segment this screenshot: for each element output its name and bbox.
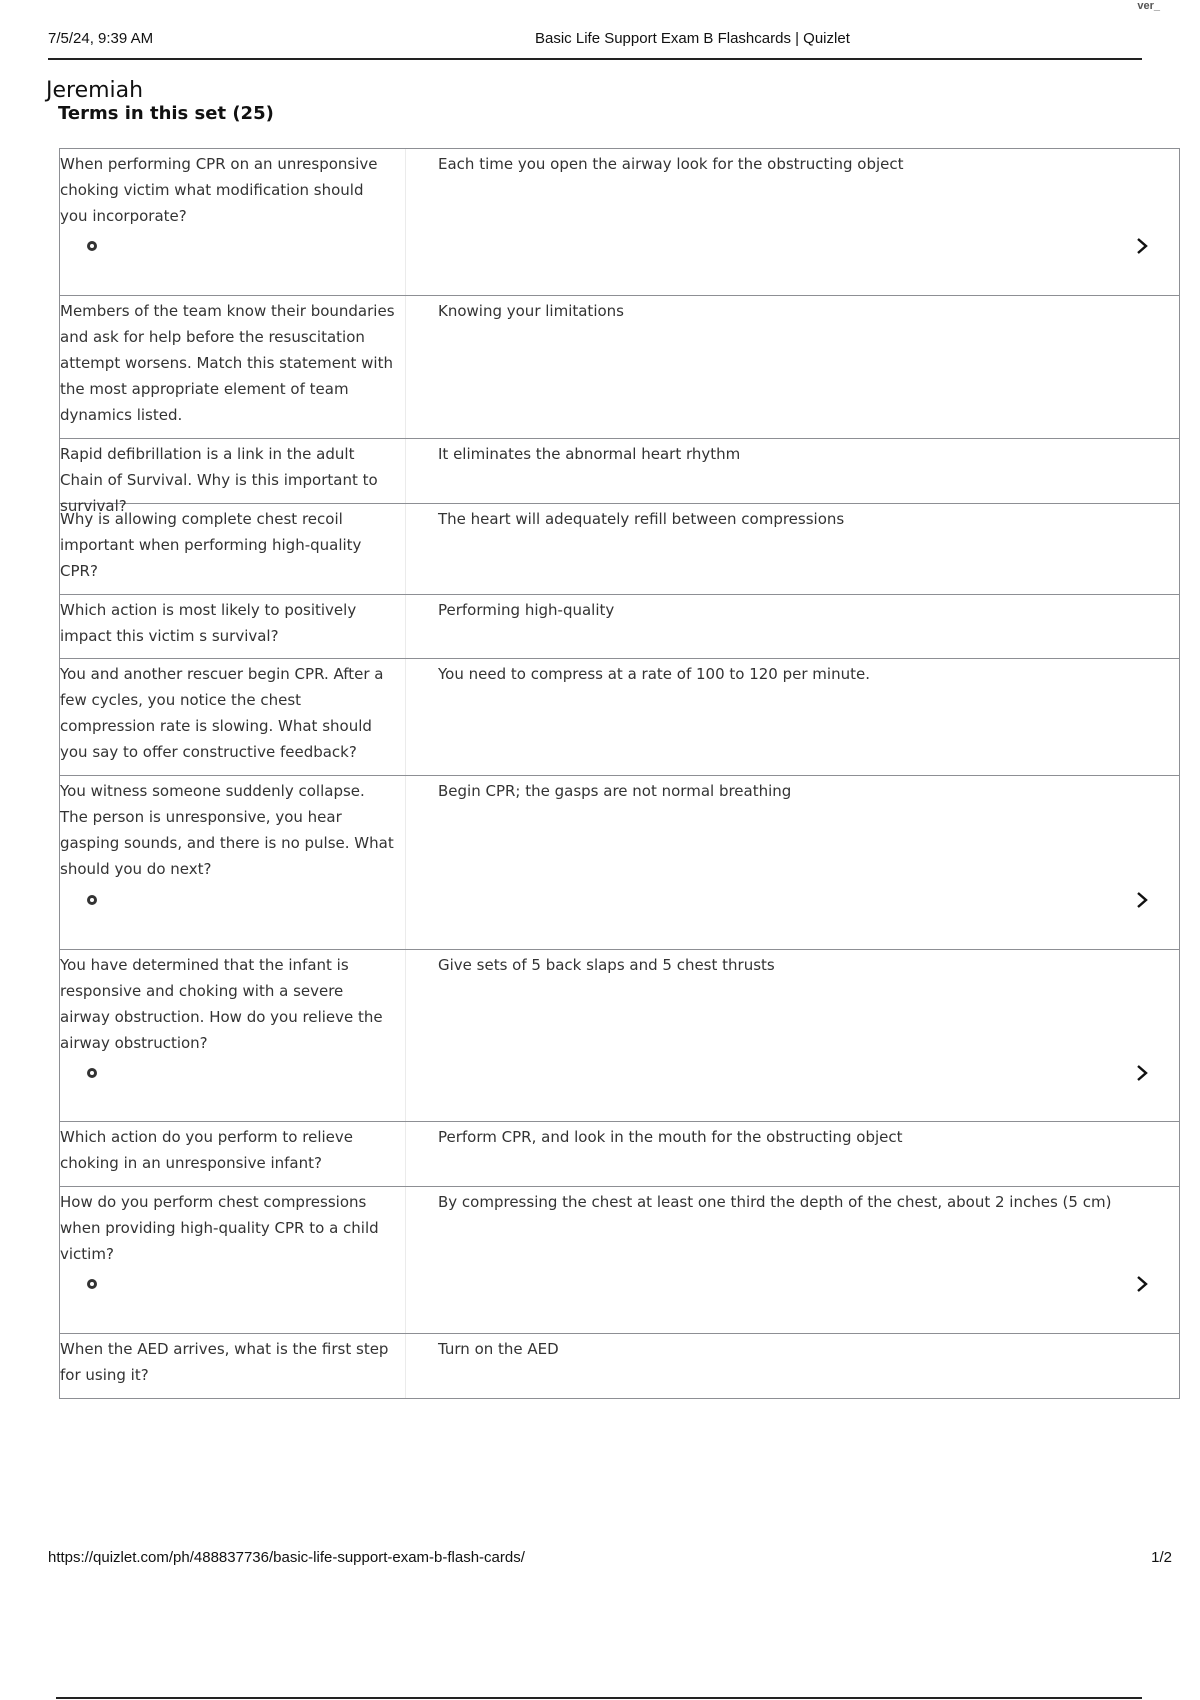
- image-icon[interactable]: [86, 1278, 98, 1290]
- term-text: How do you perform chest compressions when providing high-quality CPR to a child victim?: [60, 1187, 406, 1333]
- term-text: Why is allowing complete chest recoil important when performing high-quality CPR?: [60, 504, 406, 594]
- term-row: [60, 595, 1179, 659]
- term-row: [60, 149, 1179, 296]
- image-icon[interactable]: [86, 240, 98, 252]
- chevron-right-icon[interactable]: [1135, 237, 1149, 255]
- print-date: 7/5/24, 9:39 AM: [48, 30, 154, 47]
- set-heading: Terms in this set (25): [58, 103, 274, 124]
- image-icon[interactable]: [86, 894, 98, 906]
- term-text: You have determined that the infant is responsive and choking with a severe airway obstruction. How do you relieve the airway obstruction?: [60, 950, 406, 1121]
- term-row: [60, 504, 1179, 595]
- print-url: https://quizlet.com/ph/488837736/basic-life-support-exam-b-flash-cards/: [48, 1549, 525, 1566]
- chevron-right-icon[interactable]: [1135, 891, 1149, 909]
- definition-text: It eliminates the abnormal heart rhythm: [438, 445, 741, 463]
- definition-text: Give sets of 5 back slaps and 5 chest thrusts: [438, 956, 775, 974]
- definition-text: Begin CPR; the gasps are not normal breathing: [438, 782, 792, 800]
- term-row: [60, 1187, 1179, 1334]
- print-page-title: Basic Life Support Exam B Flashcards | Quizlet: [535, 30, 850, 47]
- definition-text: Perform CPR, and look in the mouth for the obstructing object: [438, 1128, 903, 1146]
- term-text: Which action do you perform to relieve choking in an unresponsive infant?: [60, 1122, 406, 1186]
- author-name: Jeremiah: [46, 78, 144, 103]
- definition-text: By compressing the chest at least one third the depth of the chest, about 2 inches (5 cm): [438, 1193, 1112, 1211]
- definition-text: Knowing your limitations: [438, 302, 624, 320]
- term-row: [60, 659, 1179, 776]
- term-text: When the AED arrives, what is the first step for using it?: [60, 1334, 406, 1398]
- term-text: Members of the team know their boundaries and ask for help before the resuscitation attempt worsens. Match this statement with the most appropriate element of team dynamics listed.: [60, 296, 406, 438]
- term-row: [60, 950, 1179, 1122]
- print-header: [48, 28, 1142, 60]
- term-row: [60, 296, 1179, 439]
- term-text: You witness someone suddenly collapse. The person is unresponsive, you hear gasping sounds, and there is no pulse. What should you do next?: [60, 776, 406, 949]
- term-text: Which action is most likely to positively impact this victim s survival?: [60, 595, 406, 658]
- term-text: When performing CPR on an unresponsive choking victim what modification should you incorporate?: [60, 149, 406, 295]
- definition-text: Turn on the AED: [438, 1340, 559, 1358]
- term-row: [60, 439, 1179, 515]
- corner-mark: ver_: [1137, 0, 1160, 12]
- term-row: [60, 1334, 1179, 1399]
- terms-list: [59, 148, 1180, 1399]
- definition-text: Performing high-quality: [438, 601, 615, 619]
- term-text: Rapid defibrillation is a link in the adult Chain of Survival. Why is this important to survival?: [60, 439, 406, 503]
- page-number: 1/2: [1151, 1549, 1172, 1566]
- definition-text: You need to compress at a rate of 100 to 120 per minute.: [438, 665, 870, 683]
- chevron-right-icon[interactable]: [1135, 1064, 1149, 1082]
- term-row: [60, 776, 1179, 950]
- term-row: [60, 1122, 1179, 1187]
- definition-text: The heart will adequately refill between compressions: [438, 510, 845, 528]
- chevron-right-icon[interactable]: [1135, 1275, 1149, 1293]
- definition-text: Each time you open the airway look for the obstructing object: [438, 155, 904, 173]
- term-text: You and another rescuer begin CPR. After a few cycles, you notice the chest compression rate is slowing. What should you say to offer constructive feedback?: [60, 659, 406, 775]
- bottom-rule: [56, 1697, 1142, 1699]
- image-icon[interactable]: [86, 1067, 98, 1079]
